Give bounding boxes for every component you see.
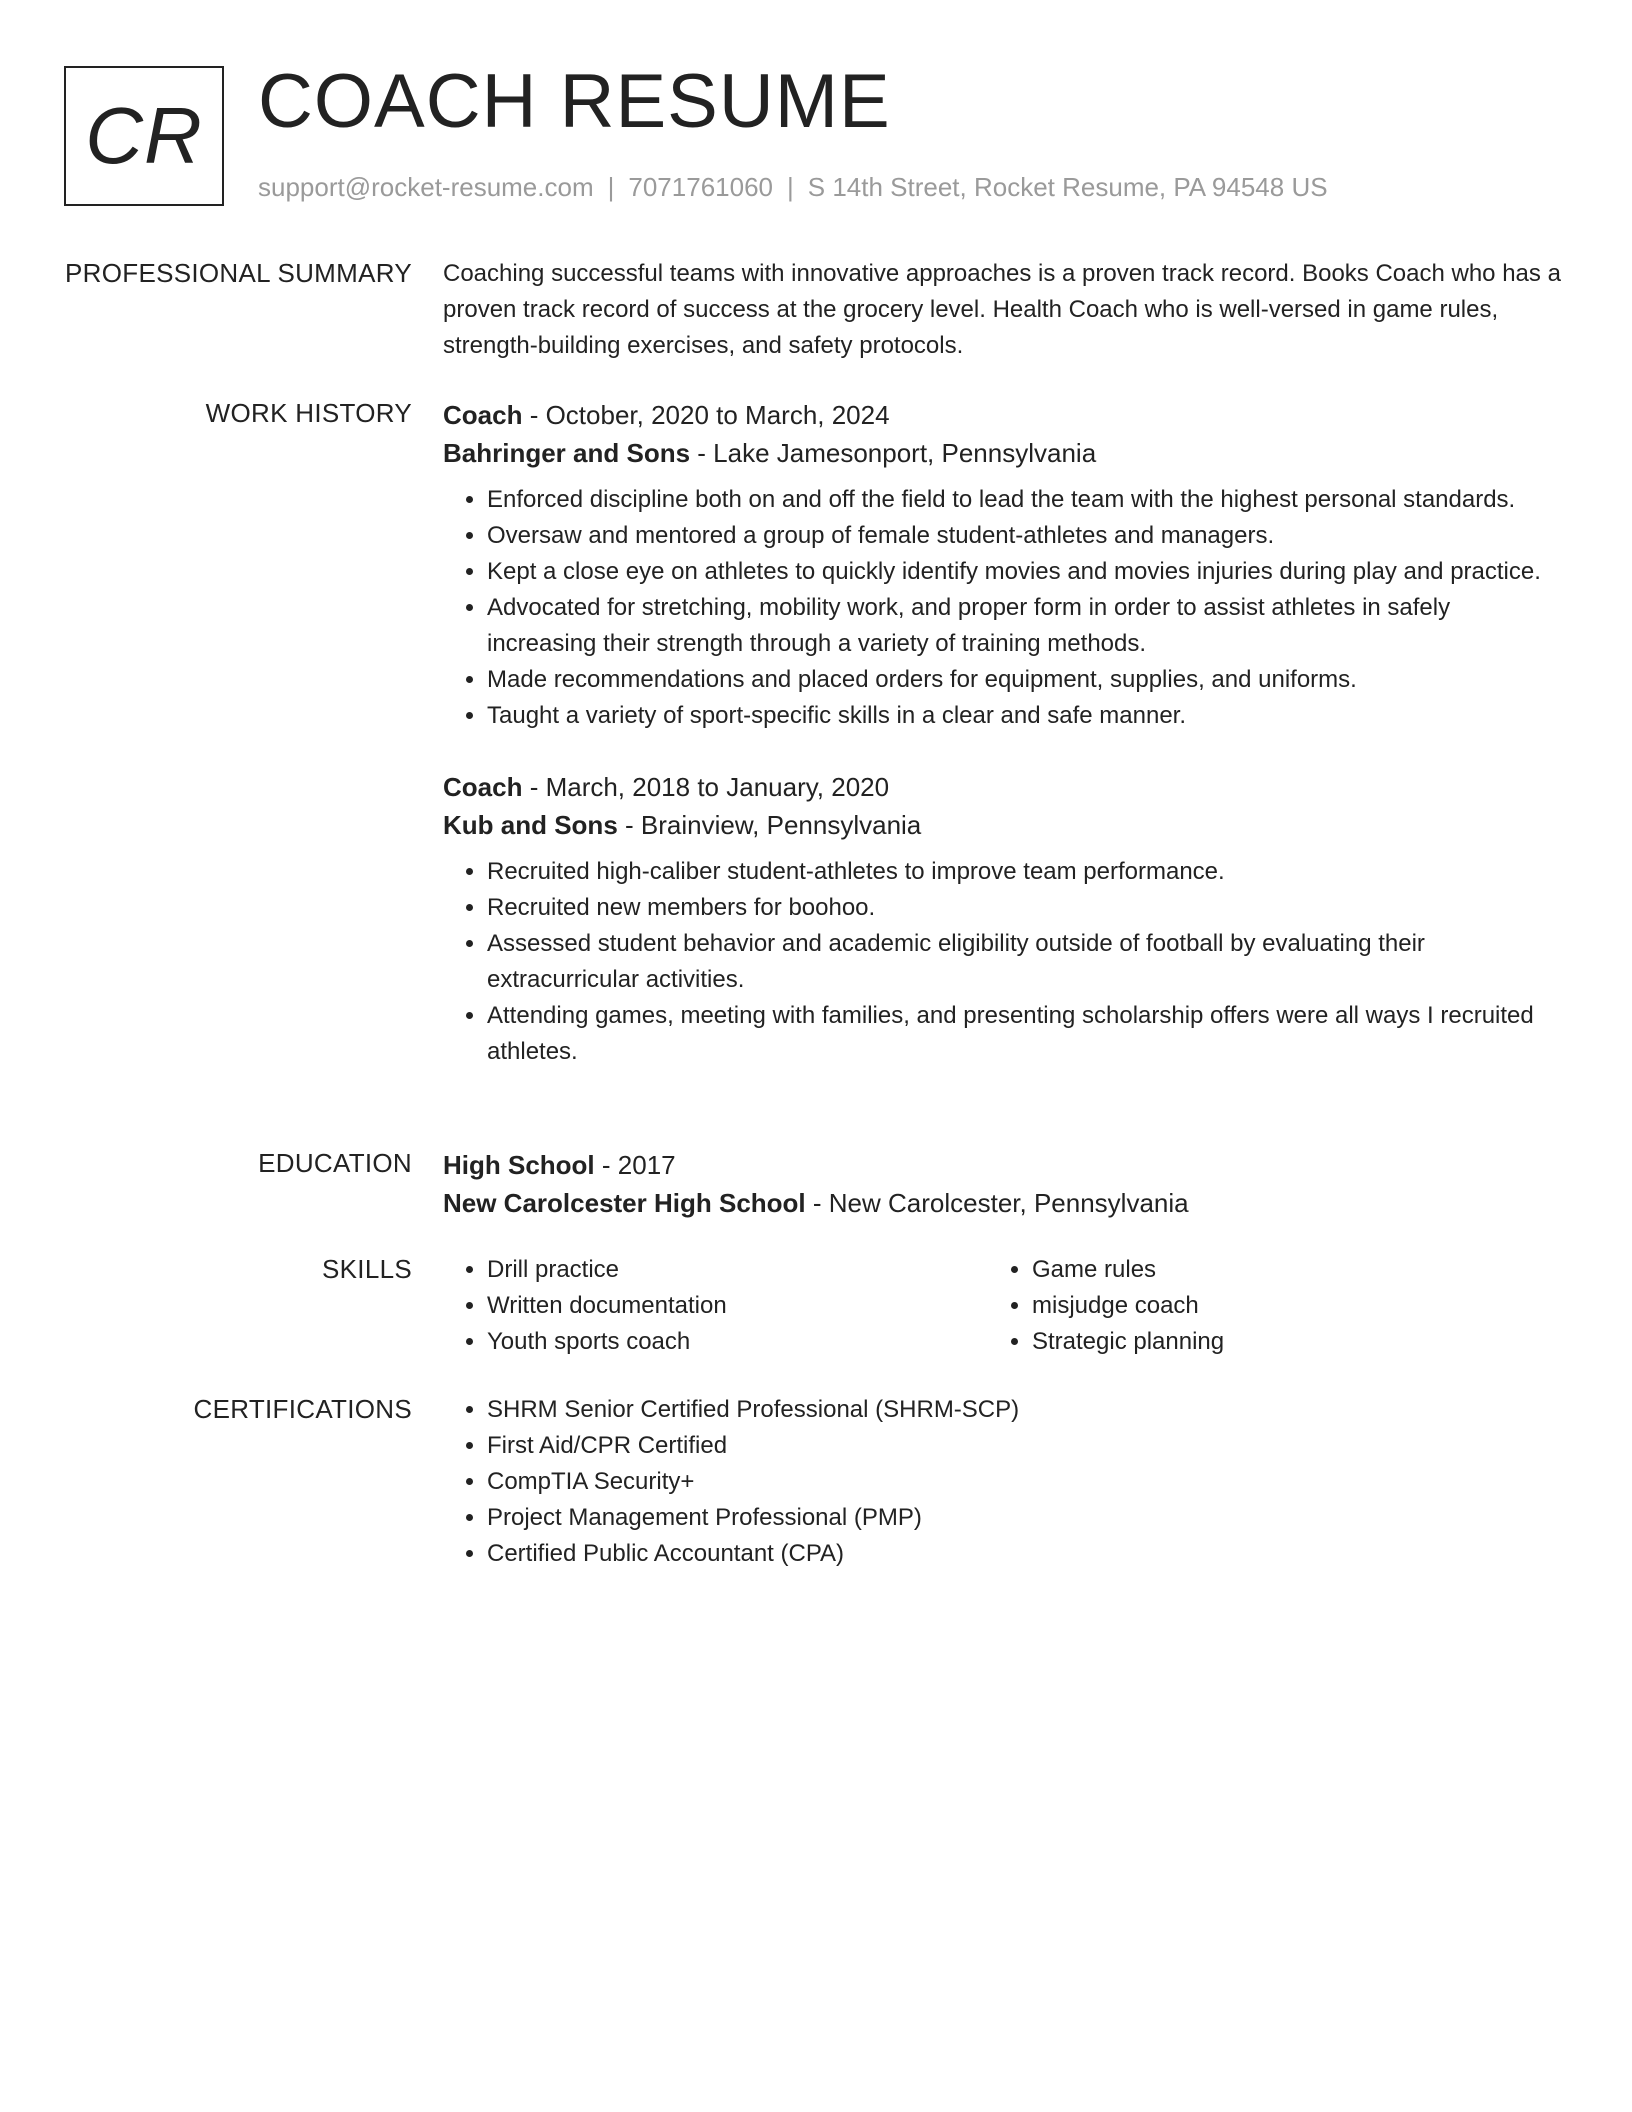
certifications-section <box>443 1392 1563 1572</box>
education-degree: High School <box>443 1150 595 1180</box>
job-dates: - October, 2020 to March, 2024 <box>522 400 890 430</box>
summary-text: Coaching successful teams with innovative approaches is a proven track record. Books Coach who has a proven track record of success at the grocery level. Health Coach who is well-versed in game rules, strength-building exercises, and safety protocols. <box>443 260 1561 359</box>
job-title: Coach <box>443 400 523 430</box>
work-history-section <box>443 396 1563 1070</box>
education-section <box>443 1146 1563 1222</box>
job-company-line <box>443 806 1563 844</box>
list-item: • Oversaw and mentored a group of female student-athletes and managers. <box>487 518 1563 554</box>
education-school: New Carolcester High School <box>443 1188 806 1218</box>
list-item: • SHRM Senior Certified Professional (SHRM-SCP) <box>487 1392 1563 1428</box>
list-item: • Made recommendations and placed orders for equipment, supplies, and uniforms. <box>487 662 1563 698</box>
certifications-list <box>443 1392 1563 1572</box>
list-item: • Kept a close eye on athletes to quickly identify movies and movies injuries during play and practice. <box>487 554 1563 590</box>
list-item: • Attending games, meeting with families, and presenting scholarship offers were all ways I recruited athletes. <box>487 998 1563 1070</box>
list-item: • Drill practice <box>487 1252 988 1288</box>
contact-phone: 7071761060 <box>628 172 773 202</box>
section-label-education: EDUCATION <box>258 1148 412 1178</box>
section-label-work-history: WORK HISTORY <box>205 398 412 428</box>
job-bullets <box>443 854 1563 1070</box>
contact-email: support@rocket-resume.com <box>258 172 594 202</box>
list-item: • CompTIA Security+ <box>487 1464 1563 1500</box>
job-title-line <box>443 396 1563 434</box>
job-dates: - March, 2018 to January, 2020 <box>522 772 890 802</box>
section-label-certifications: CERTIFICATIONS <box>193 1394 412 1424</box>
list-item: • Recruited new members for boohoo. <box>487 890 1563 926</box>
list-item: • First Aid/CPR Certified <box>487 1428 1563 1464</box>
list-item: • Certified Public Accountant (CPA) <box>487 1536 1563 1572</box>
section-label-summary: PROFESSIONAL SUMMARY <box>65 258 412 288</box>
contact-address: S 14th Street, Rocket Resume, PA 94548 US <box>807 172 1328 202</box>
section-label-skills: SKILLS <box>322 1254 412 1284</box>
skills-section <box>443 1252 1563 1360</box>
list-item: • Taught a variety of sport-specific skills in a clear and safe manner. <box>487 698 1563 734</box>
job-location: - Lake Jamesonport, Pennsylvania <box>690 438 1097 468</box>
list-item: • Enforced discipline both on and off the field to lead the team with the highest personal standards. <box>487 482 1563 518</box>
list-item: • Youth sports coach <box>487 1324 988 1360</box>
contact-separator: | <box>787 172 794 202</box>
list-item: • misjudge coach <box>1032 1288 1533 1324</box>
job-title-line <box>443 768 1563 806</box>
list-item: • Assessed student behavior and academic eligibility outside of football by evaluating their extracurricular activities. <box>487 926 1563 998</box>
job-company-line <box>443 434 1563 472</box>
list-item: • Advocated for stretching, mobility work, and proper form in order to assist athletes in safely increasing their strength through a variety of training methods. <box>487 590 1563 662</box>
job-bullets <box>443 482 1563 734</box>
education-location: - New Carolcester, Pennsylvania <box>805 1188 1189 1218</box>
list-item: • Game rules <box>1032 1252 1533 1288</box>
job-entry <box>443 396 1563 734</box>
job-location: - Brainview, Pennsylvania <box>617 810 922 840</box>
summary-section <box>443 256 1563 364</box>
contact-line <box>258 172 1328 203</box>
resume-title: COACH RESUME <box>258 59 891 144</box>
list-item: • Project Management Professional (PMP) <box>487 1500 1563 1536</box>
skills-list-left <box>443 1252 988 1360</box>
job-title: Coach <box>443 772 523 802</box>
list-item: • Strategic planning <box>1032 1324 1533 1360</box>
education-year: - 2017 <box>594 1150 676 1180</box>
list-item: • Written documentation <box>487 1288 988 1324</box>
education-degree-line <box>443 1146 1563 1184</box>
skills-grid <box>443 1252 1563 1360</box>
job-entry <box>443 768 1563 1070</box>
job-company: Bahringer and Sons <box>443 438 691 468</box>
list-item: • Recruited high-caliber student-athletes to improve team performance. <box>487 854 1563 890</box>
contact-separator: | <box>607 172 615 202</box>
education-school-line <box>443 1184 1563 1222</box>
monogram-logo: CR <box>64 66 224 206</box>
skills-list-right <box>988 1252 1533 1360</box>
job-company: Kub and Sons <box>443 810 618 840</box>
